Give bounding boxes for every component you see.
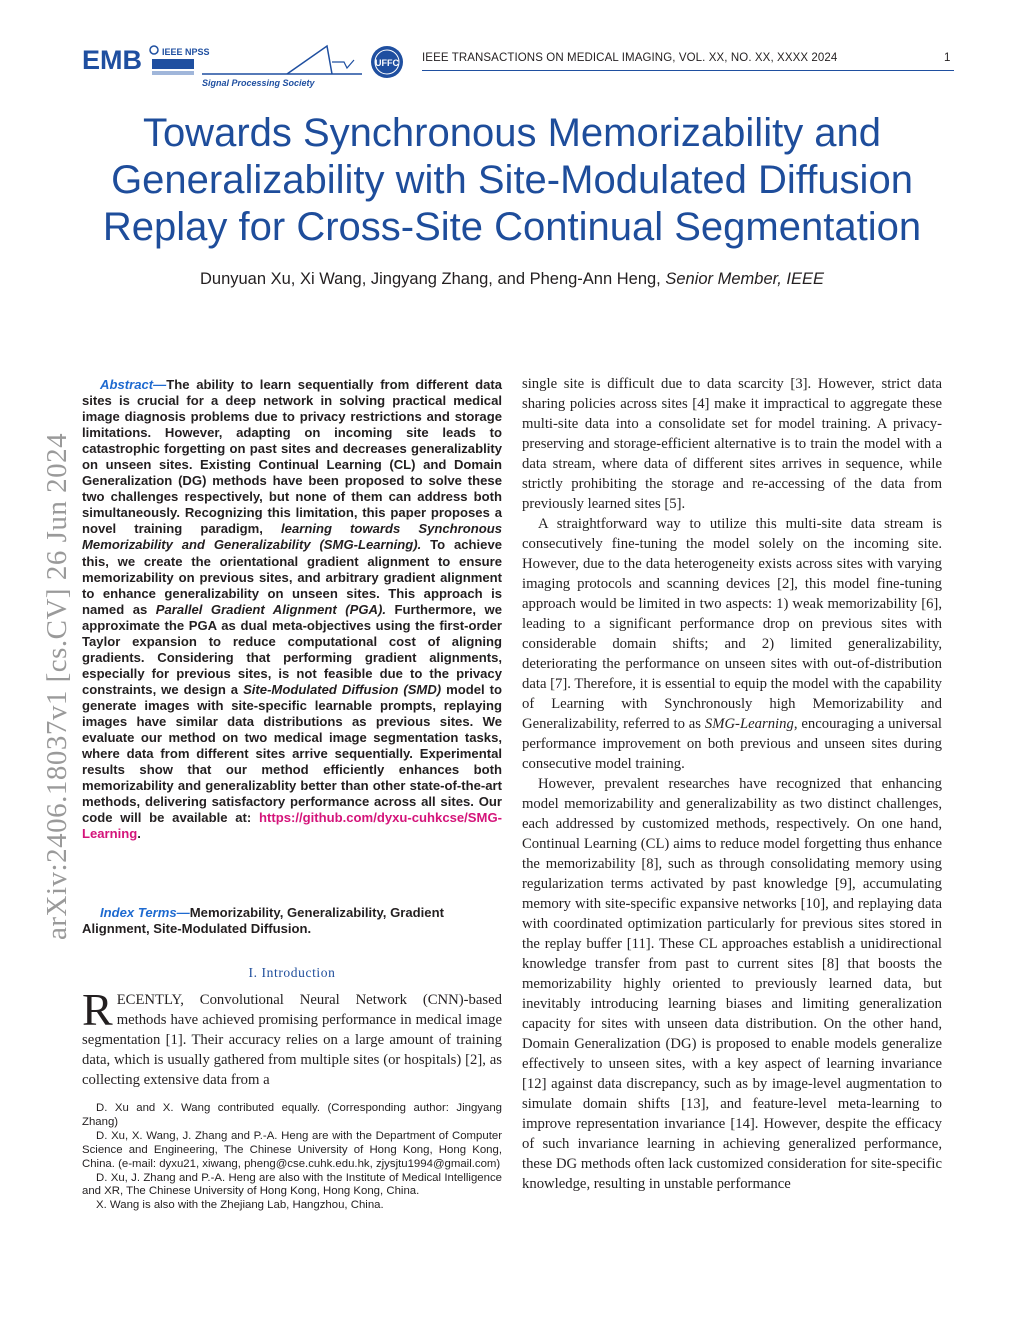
smg-learning-term: SMG-Learning (704, 716, 794, 732)
abstract-text: model to generate images with site-specific learnable prompts, replaying images have similar data distributions as previous sites. We evaluate our method on two medical image segmentation tasks, where data from different sites arrive sequentially. Experimental results show that our method efficiently enhances both memorizability and generalizablity better than other state-of-the-art methods, delivering satisfactory performance across all sites. Our code will be available at: (82, 681, 503, 826)
page-number: 1 (944, 52, 951, 64)
drop-cap: R (82, 984, 113, 1035)
paragraph: However, prevalent researches have recognized that enhancing model memorizability and generalizability as two distinct challenges, each addressed by customized methods, respectively. On one hand, Continual Learning (CL) aims to reduce model forgetting thus enhance the memorizability [8], such as through consolidating memory using regularization terms activated by past knowledge [9], accumulating memory with site-specific expansive networks [10], and replaying data with coordinated optimization particularly for previous sites stored in the replay buffer [11]. These CL approaches establish a unidirectional knowledge transfer from past to current sites [8] that boosts the memorizability highly oriented to previously learned data, but inevitably introducing learning biases and limiting generalization capacity for sites with unseen data distribution. On the other hand, Domain Generalization (DG) is proposed to enable models generalize effectively to unseen sites, with a key aspect of learning invariance [12] against data discrepancy, such as by image-level augmentation to simulate domain shifts [13], and feature-level meta-learning to improve representation invariance [14]. However, despite the efficacy of such invariance learning in achieving generalized performance, these DG methods often lack customized consideration for site-specific knowledge, resulting in unstable performance (522, 776, 942, 1192)
footnotes (82, 1102, 502, 1213)
footnote: D. Xu and X. Wang contributed equally. (Corresponding author: Jingyang Zhang) (82, 1102, 502, 1128)
paragraph: single site is difficult due to data scarcity [3]. However, strict data sharing policies across sites [4] make it impractical to aggregate these multi-site data into a consolidate set for model training. A privacy-preserving and storage-efficient alternative is to train the model with a data stream, where data of different sites arrives in sequence, while strictly prohibiting the storage and re-accessing of the data from previously learned sites [5]. (522, 376, 942, 512)
introduction-text: ECENTLY, Convolutional Neural Network (CNN)-based methods have achieved promising performance in medical image segmentation [1]. Their accuracy relies on a large amount of training data, which is usually gathered from multiple sites (or hospitals) [2], as collecting extensive data from a (82, 992, 502, 1088)
journal-header: IEEE TRANSACTIONS ON MEDICAL IMAGING, VOL. XX, NO. XX, XXXX 2024 (422, 52, 838, 64)
footnote: X. Wang is also with the Zhejiang Lab, Hangzhou, China. (96, 1199, 384, 1212)
abstract-emphasis: learning towards Synchronous Memorizability and Generalizability (SMG-Learning). (82, 521, 503, 553)
author-names: Dunyuan Xu, Xi Wang, Jingyang Zhang, and Pheng-Ann Heng, (199, 270, 661, 288)
abstract-text: To achieve this, we create the orientational gradient alignment to ensure memorizability on previous sites, and arbitrary gradient alignment to enhance generalizability on unseen sites. This approach is named as (82, 537, 503, 617)
footnote: D. Xu, J. Zhang and P.-A. Heng are also with the Institute of Medical Intelligence and XR, The Chinese University of Hong Kong, Hong Kong, China. (82, 1171, 502, 1198)
abstract-text: Furthermore, we approximate the PGA as dual meta-objectives using the first-order Taylor expansion to reduce computational cost of aligning gradients. Considering that performing gradient alignments, especially for previous sites, is not feasible due to the privacy constraints, we design a (82, 601, 502, 697)
header-rule (422, 70, 954, 71)
abstract: Abstract—The ability to learn sequentially from different data sites is crucial for a deep network in solving practical medical image diagnosis problems due to privacy restrictions and storage limitations. However, adapting on incoming site leads to catastrophic forgetting on past sites and decreases generalizablity on unseen sites. Existing Continual Learning (CL) and Domain Generalization (DG) methods have been proposed to solve these two challenges respectively, but none of them can address both simultaneously. Recognizing this limitation, this paper proposes a novel training paradigm, learning towards Synchronous Memorizability and Generalizability (SMG-Learning). To achieve this, we create the orientational gradient alignment to ensure memorizability on previous sites, and arbitrary gradient alignment to enhance generalizability on unseen sites. This approach is named as Parallel Gradient Alignment (PGA). Furthermore, we approximate the PGA as dual meta-objectives using the first-order Taylor expansion to reduce computational cost of aligning gradients. Considering that performing gradient alignments, especially for previous sites, is not feasible due to the privacy constraints, we design a Site-Modulated Diffusion (SMD) model to generate images with site-specific learnable prompts, replaying images have similar data distributions as previous sites. We evaluate our method on two medical image segmentation tasks, where data from different sites arrive sequentially. Experimental results show that our method efficiently enhances both memorizability and generalizablity better than other state-of-the-art methods, delivering satisfactory performance across all sites. Our code will be available at: https://github.com/dyxu-cuhkcse/SMG-Learning. (82, 377, 503, 842)
emb-logo: EMB (82, 45, 142, 75)
paragraph: A straightforward way to utilize this multi-site data stream is consecutively fine-tuning the model solely on the incoming site. However, due to the data heterogeneity exists across sites with varying imaging protocols and scanning devices [2], this model fine-tuning approach would be limited in two aspects: 1) weak memorizability [6], leading to a significant performance drop on previous sites with considerable domain shifts; and 2) limited generalizability, deteriorating the performance on unseen sites with out-of-distribution data [7]. Therefore, it is essential to equip the model with the capability of Learning with Synchronously high Memorizability and Generalizability, referred to as SMG-Learning, encouraging a universal performance improvement on both previous and unseen sites during consecutive model training. (522, 516, 942, 772)
abstract-emphasis: Site-Modulated Diffusion (SMD) (243, 681, 442, 697)
index-terms-label: Index Terms— (100, 905, 190, 920)
svg-text:IEEE NPSS: IEEE NPSS (162, 47, 210, 57)
introduction-paragraph (82, 984, 502, 1090)
abstract-text: The ability to learn sequentially from different data sites is crucial for a deep network in solving practical medical image diagnosis problems due to privacy restrictions and storage limitations. However, adapting on incoming site leads to catastrophic forgetting on past sites and decreases generalizablity on unseen sites. Existing Continual Learning (CL) and Domain Generalization (DG) methods have been proposed to solve these two challenges respectively, but none of them can address both simultaneously. Recognizing this limitation, this paper proposes a novel training paradigm, (82, 377, 502, 537)
svg-text:Signal Processing Society: Signal Processing Society (202, 78, 315, 88)
paper-title: Towards Synchronous Memorizability and Generalizability with Site-Modulated Diffusion Replay for Cross-Site Continual Segmentation (102, 111, 922, 249)
author-list (60, 270, 964, 289)
uffc-logo (371, 46, 403, 78)
index-terms-text: Memorizability, Generalizability, Gradient Alignment, Site-Modulated Diffusion. (82, 905, 444, 937)
arxiv-identifier: arXiv:2406.18037v1 [cs.CV] 26 Jun 2024 (41, 432, 73, 940)
footnote: D. Xu, X. Wang, J. Zhang and P.-A. Heng are with the Department of Computer Science and Engineering, The Chinese University of Hong Kong, Hong Kong, China. (e-mail: dyxu21, xiwang, pheng@cse.cuhk.edu.hk, zjysjtu1994@gmail.com) (82, 1129, 502, 1170)
section-heading-introduction: I. Introduction (248, 965, 336, 980)
author-membership: Senior Member, IEEE (665, 270, 825, 288)
abstract-label: Abstract— (100, 377, 167, 392)
ieee-npss-logo (150, 46, 210, 75)
abstract-emphasis: Parallel Gradient Alignment (PGA). (155, 601, 387, 617)
index-terms (82, 905, 502, 937)
society-logos (82, 40, 412, 96)
svg-text:UFFC: UFFC (375, 58, 399, 68)
signal-processing-society-logo (202, 46, 362, 88)
right-column (522, 374, 942, 1194)
code-link[interactable]: https://github.com/dyxu-cuhkcse/SMG-Learning (82, 810, 502, 842)
